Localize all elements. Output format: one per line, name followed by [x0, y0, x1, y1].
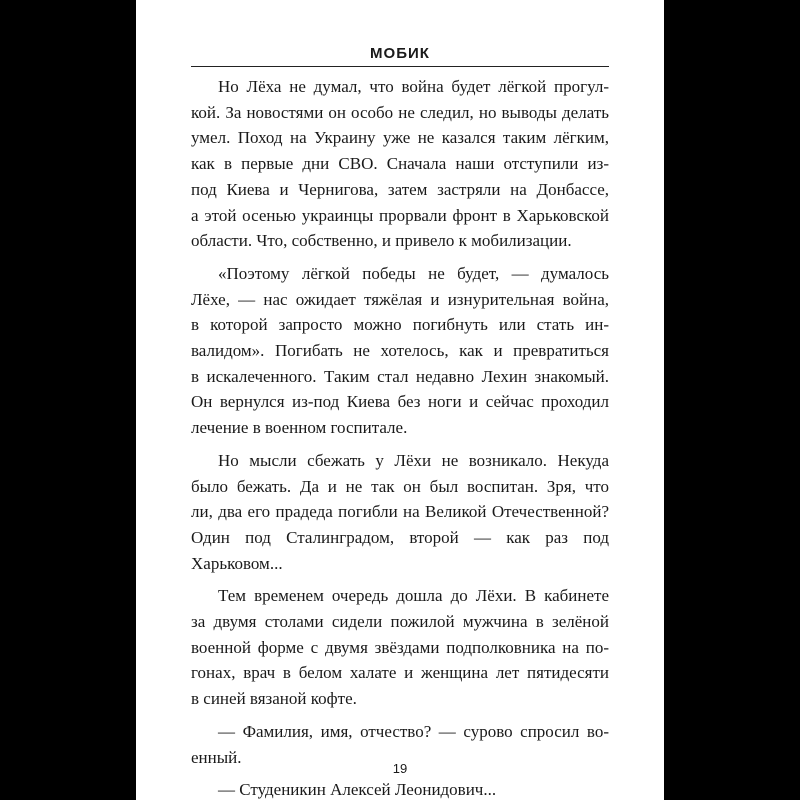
header-divider [191, 66, 609, 67]
text-line: Но Лёха не думал, что война будет лёгкой прогул- [218, 77, 609, 96]
text-line: умел. Поход на Украину уже не казался таким лёгким, [191, 128, 609, 148]
text-line: Тем временем очередь дошла до Лёхи. В кабинете [218, 586, 609, 606]
text-line: военной форме с двумя звёздами подполковника на по- [191, 637, 609, 657]
running-title: МОБИК [370, 45, 430, 62]
paragraph [191, 448, 609, 577]
left-black-border [0, 0, 136, 800]
text-line: — Студеникин Алексей Леонидович... [218, 780, 497, 800]
text-line: за двумя столами сидели пожилой мужчина в зелёной [191, 612, 609, 632]
page-number: 19 [392, 761, 408, 776]
text-line: Он вернулся из-под Киева без ноги и сейчас проходил [191, 392, 609, 412]
text-line: — Фамилия, имя, отчество? — сурово спросил во- [218, 721, 609, 741]
text-line: Харьковом... [191, 553, 283, 573]
text-line: енный. [191, 747, 242, 767]
text-line: в искалеченного. Таким стал недавно Лехин знакомый. [191, 366, 609, 386]
text-line: в которой запросто можно погибнуть или стать ин- [191, 315, 609, 335]
text-line: ли, два его прадеда погибли на Великой Отечественной? [191, 502, 609, 522]
text-line: Но мысли сбежать у Лёхи не возникало. Некуда [218, 450, 609, 470]
paper-sheet [136, 0, 664, 800]
text-line: области. Что, собственно, и привело к мобилизации. [191, 231, 572, 251]
right-black-border [664, 0, 800, 800]
text-line: Один под Сталинградом, второй — как раз под [191, 527, 609, 547]
text-line: было бежать. Да и не так он был воспитан. Зря, что [191, 476, 609, 496]
text-line: под Киева и Чернигова, затем застряли на Донбассе, [191, 179, 609, 199]
text-line: в синей вязаной кофте. [191, 689, 357, 709]
paragraph [191, 777, 609, 803]
text-line: гонах, врач в белом халате и женщина лет пятидесяти [191, 663, 609, 683]
paragraph [191, 583, 609, 712]
text-line: Лёхе, — нас ожидает тяжёлая и изнурительная война, [191, 289, 609, 309]
text-line: кой. За новостями он особо не следил, но выводы делать [191, 102, 609, 122]
body-text [191, 74, 609, 810]
text-line: лечение в военном госпитале. [191, 418, 408, 438]
text-line: как в первые дни СВО. Сначала наши отступили из- [191, 154, 609, 174]
text-line: валидом». Погибать не хотелось, как и превратиться [191, 341, 609, 361]
paragraph [191, 74, 609, 254]
text-line: «Поэтому лёгкой победы не будет, — думалось [218, 263, 609, 283]
paragraph [191, 261, 609, 441]
text-line: а этой осенью украинцы прорвали фронт в Харьковской [191, 205, 609, 225]
